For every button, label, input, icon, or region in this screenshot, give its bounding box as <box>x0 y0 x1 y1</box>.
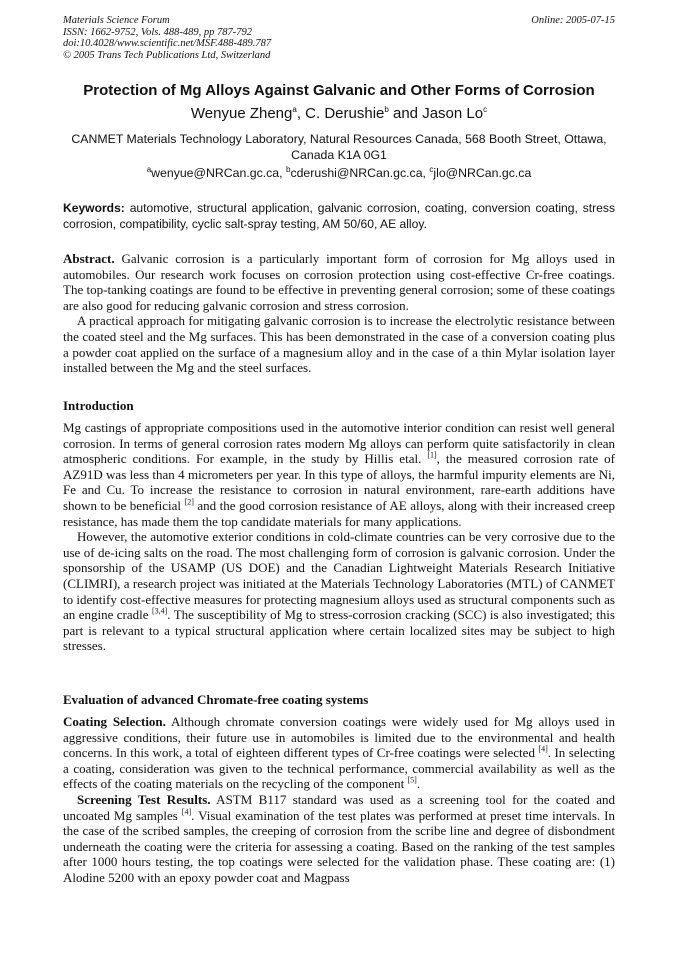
section-heading-evaluation: Evaluation of advanced Chromate-free coating systems <box>63 692 369 707</box>
screening-paragraph: Screening Test Results. ASTM B117 standard was used as a screening tool for the coated and uncoated Mg samples [4]. Visual examination of the test plates was performed at preset time intervals. In the case of the scribed samples, the creeping of corrosion from the scribe line and degree of disbondment underneath the coating were the criteria for assessing a coating. Based on the ranking of the test samples after 1000 hours testing, the top coatings were selected for the validation phase. These coating are: (1) Alodine 5200 with an epoxy powder coat and Magpass <box>63 791 615 885</box>
author-name: C. Derushie <box>305 105 385 122</box>
email-address[interactable]: wenyue@NRCan.gc.ca <box>151 166 280 180</box>
online-date: Online: 2005-07-15 <box>531 15 615 26</box>
abstract-paragraph: A practical approach for mitigating galvanic corrosion is to increase the electrolytic resistance between the coated steel and the Mg surfaces. This has been demonstrated in the case of a conversion coating plus a powder coat applied on the surface of a magnesium alloy and in the case of a thin Mylar isolation layer installed between the Mg and the steel surfaces. <box>63 313 615 376</box>
email-address[interactable]: jlo@NRCan.gc.ca <box>433 166 532 180</box>
copyright-line: © 2005 Trans Tech Publications Ltd, Switzerland <box>63 49 271 61</box>
author-name: Jason Lo <box>422 105 484 122</box>
email-address[interactable]: cderushi@NRCan.gc.ca <box>290 166 423 180</box>
paper-title: Protection of Mg Alloys Against Galvanic and Other Forms of Corrosion <box>83 82 595 99</box>
abstract-paragraph: Abstract. Galvanic corrosion is a particularly important form of corrosion for Mg alloys used in automobiles. Our research work focuses on corrosion protection using cost-effective Cr-free coatings. The top-tanking coatings are found to be effective in preventing general corrosion; some of these coatings are also good for reducing galvanic corrosion and stress corrosion. <box>63 251 615 313</box>
screening-label: Screening Test Results. <box>77 791 211 807</box>
citation: [4] <box>181 807 192 817</box>
evaluation-body <box>63 714 615 886</box>
citation: [4] <box>538 744 548 754</box>
coating-selection-paragraph: Coating Selection. Although chromate conversion coatings were widely used for Mg alloys used in aggressive conditions, their future use in automobiles is limited due to the environmental and health concerns. In this work, a total of eighteen different types of Cr-free coatings were selected [4]. In selecting a coating, consideration was given to the technical performance, commercial availability as well as the effects of the coating materials on the recycling of the component [5]. <box>63 714 615 792</box>
author-mark: c <box>483 105 488 114</box>
coating-selection-label: Coating Selection. <box>63 714 166 729</box>
keywords-text: automotive, structural application, galvanic corrosion, coating, conversion coating, stress corrosion, compatibility, cyclic salt-spray testing, AM 50/60, AE alloy. <box>63 201 615 231</box>
author-name: Wenyue Zheng <box>190 105 293 122</box>
abstract <box>63 251 615 376</box>
keywords <box>63 201 615 232</box>
citation: [5] <box>407 776 417 786</box>
issn-line: ISSN: 1662-9752, Vols. 488-489, pp 787-792 <box>63 26 252 38</box>
citation: [3,4] <box>151 606 168 616</box>
author-line: Wenyue Zheng$^a$, C. Derushie$^b$ and Jason Lo$^c$ <box>190 105 488 122</box>
journal-name: Materials Science Forum <box>63 15 170 26</box>
introduction-body <box>63 420 615 654</box>
journal-header <box>63 15 615 61</box>
keywords-label: Keywords: <box>63 201 125 215</box>
citation: [1] <box>427 450 437 460</box>
author-mark: b <box>384 105 389 114</box>
email-line: $^a$wenyue@NRCan.gc.ca, $^b$cderushi@NRCan.gc.ca, $^c$jlo@NRCan.gc.ca <box>146 164 532 180</box>
affiliation: CANMET Materials Technology Laboratory, Natural Resources Canada, 568 Booth Street, Ottawa, Canada K1A 0G1 <box>71 132 607 162</box>
section-heading-introduction: Introduction <box>63 398 134 413</box>
abstract-label: Abstract. <box>63 251 115 266</box>
author-mark: a <box>292 105 297 114</box>
citation: [2] <box>184 497 194 507</box>
doi-line: doi:10.4028/www.scientific.net/MSF.488-489.787 <box>63 38 272 49</box>
intro-paragraph: Mg castings of appropriate compositions used in the automotive interior condition can resist well general corrosion. In terms of general corrosion rates modern Mg alloys can perform quite satisfactorily in clean atmospheric conditions. For example, in the study by Hillis etal. [1], the measured corrosion rate of AZ91D was less than 4 micrometers per year. In this type of alloys, the harmful impurity elements are Ni, Fe and Cu. To increase the resistance to corrosion in natural environment, rare-earth additions have shown to be beneficial [2] and the good corrosion resistance of AE alloys, along with their increased creep resistance, has made them the top candidate materials for many applications. <box>63 420 615 529</box>
intro-paragraph: However, the automotive exterior conditions in cold-climate countries can be very corrosive due to the use of de-icing salts on the road. The most challenging form of corrosion is galvanic corrosion. Under the sponsorship of the USAMP (US DOE) and the Canadian Lightweight Materials Research Initiative (CLIMRI), a research project was initiated at the Materials Technology Laboratories (MTL) of CANMET to identify cost-effective measures for protecting magnesium alloys used as structural components such as an engine cradle [3,4]. The susceptibility of Mg to stress-corrosion cracking (SCC) is also investigated; this part is relevant to a typical structural application where certain localized sites may be subject to high stresses. <box>63 529 615 654</box>
